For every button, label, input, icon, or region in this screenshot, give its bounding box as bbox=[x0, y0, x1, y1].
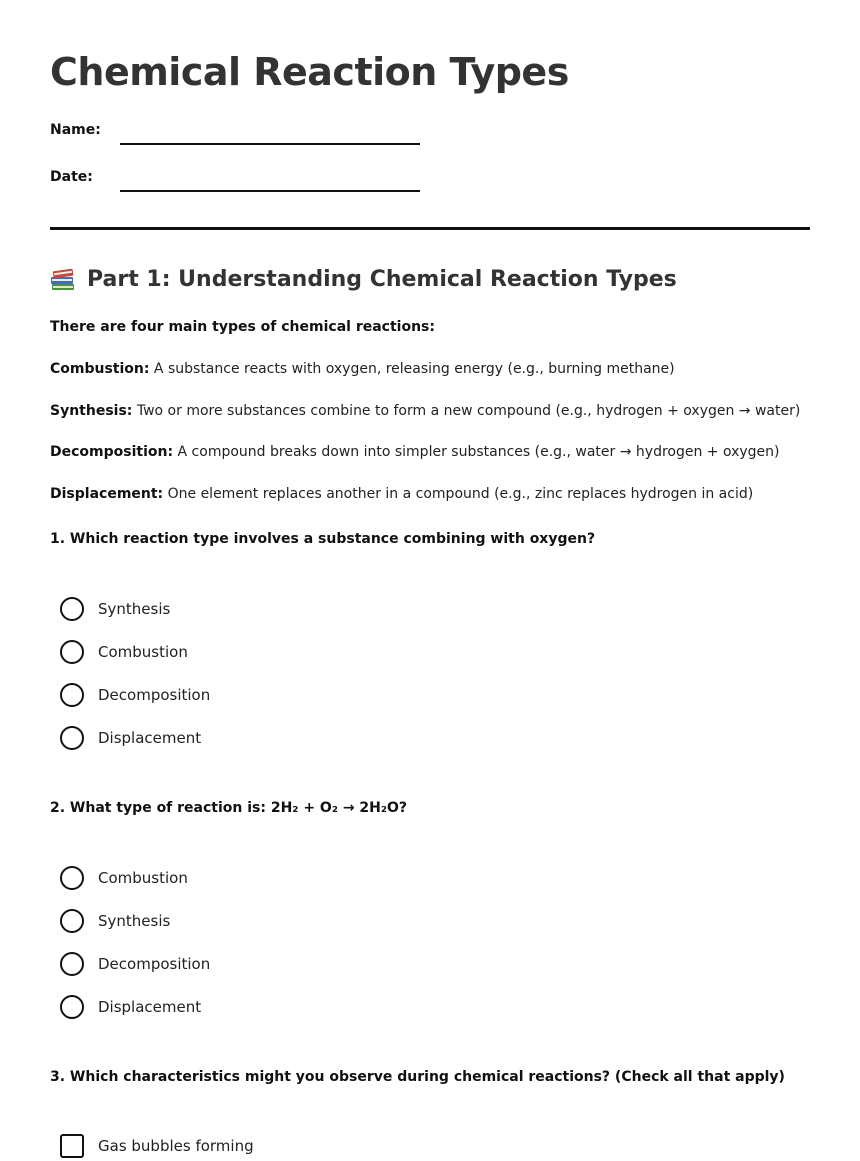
radio-button[interactable] bbox=[60, 726, 84, 750]
page-title: Chemical Reaction Types bbox=[50, 50, 569, 94]
radio-button[interactable] bbox=[60, 952, 84, 976]
checkbox[interactable] bbox=[60, 1134, 84, 1158]
part1-intro: There are four main types of chemical reactions: bbox=[50, 319, 435, 335]
definition-text: One element replaces another in a compound (e.g., zinc replaces hydrogen in acid) bbox=[163, 486, 754, 502]
definition-term: Combustion: bbox=[50, 361, 150, 377]
radio-button[interactable] bbox=[60, 640, 84, 664]
question-3: 3. Which characteristics might you observe during chemical reactions? (Check all that apply) bbox=[50, 1069, 785, 1085]
radio-button[interactable] bbox=[60, 909, 84, 933]
name-field[interactable] bbox=[120, 143, 420, 145]
radio-button[interactable] bbox=[60, 597, 84, 621]
option-label: Displacement bbox=[98, 998, 202, 1016]
definition-displacement bbox=[50, 486, 753, 502]
q1-option-synthesis[interactable] bbox=[60, 596, 170, 622]
books-icon bbox=[50, 266, 76, 292]
definition-text: A compound breaks down into simpler substances (e.g., water → hydrogen + oxygen) bbox=[173, 444, 780, 460]
definition-synthesis bbox=[50, 403, 800, 419]
radio-button[interactable] bbox=[60, 995, 84, 1019]
q2-option-combustion[interactable] bbox=[60, 865, 188, 891]
option-label: Combustion bbox=[98, 643, 188, 661]
option-label: Displacement bbox=[98, 729, 202, 747]
question-1: 1. Which reaction type involves a substance combining with oxygen? bbox=[50, 531, 596, 547]
question-2: 2. What type of reaction is: 2H₂ + O₂ → 2H₂O? bbox=[50, 800, 408, 816]
option-label: Decomposition bbox=[98, 686, 211, 704]
radio-button[interactable] bbox=[60, 866, 84, 890]
definition-text: A substance reacts with oxygen, releasing energy (e.g., burning methane) bbox=[149, 361, 675, 377]
date-field[interactable] bbox=[120, 190, 420, 192]
q3-option-gas-bubbles[interactable] bbox=[60, 1133, 254, 1159]
header-divider bbox=[50, 227, 810, 230]
option-label: Combustion bbox=[98, 869, 188, 887]
option-label: Decomposition bbox=[98, 955, 211, 973]
q2-option-synthesis[interactable] bbox=[60, 908, 170, 934]
option-label: Synthesis bbox=[98, 600, 171, 618]
radio-button[interactable] bbox=[60, 683, 84, 707]
part1-heading bbox=[50, 266, 677, 292]
definition-text: Two or more substances combine to form a new compound (e.g., hydrogen + oxygen → water) bbox=[132, 403, 801, 419]
part1-heading-text: Part 1: Understanding Chemical Reaction Types bbox=[87, 266, 677, 292]
definition-term: Synthesis: bbox=[50, 403, 133, 419]
date-label: Date: bbox=[50, 169, 93, 185]
option-label: Gas bubbles forming bbox=[98, 1137, 254, 1155]
definition-term: Decomposition: bbox=[50, 444, 174, 460]
q2-option-displacement[interactable] bbox=[60, 994, 201, 1020]
name-label: Name: bbox=[50, 122, 101, 138]
q1-option-displacement[interactable] bbox=[60, 725, 201, 751]
definition-term: Displacement: bbox=[50, 486, 164, 502]
q1-option-combustion[interactable] bbox=[60, 639, 188, 665]
definition-decomposition bbox=[50, 444, 780, 460]
definition-combustion bbox=[50, 361, 675, 377]
q2-option-decomposition[interactable] bbox=[60, 951, 210, 977]
option-label: Synthesis bbox=[98, 912, 171, 930]
q1-option-decomposition[interactable] bbox=[60, 682, 210, 708]
